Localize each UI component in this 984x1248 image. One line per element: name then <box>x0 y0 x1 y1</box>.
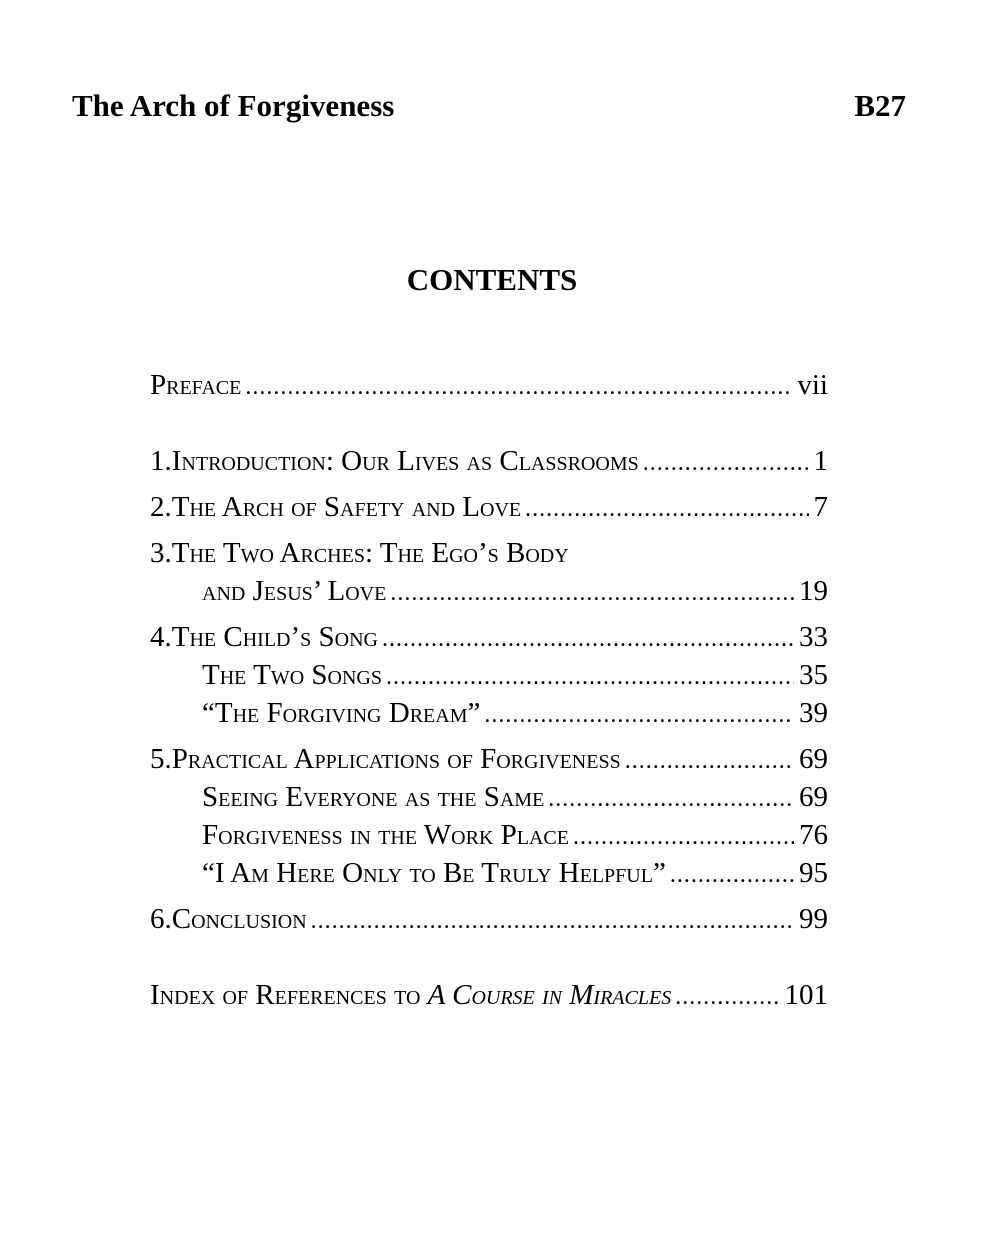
toc-entry-index <box>150 976 828 1014</box>
dot-leader <box>675 978 779 1016</box>
toc-entry-chapter-4 <box>150 618 828 656</box>
dot-leader <box>525 490 808 528</box>
toc-page-number: 69 <box>799 743 828 775</box>
toc-section <box>150 778 828 816</box>
dot-leader <box>390 574 794 612</box>
toc-page-number: 69 <box>799 781 828 813</box>
index-label-prefix: Index of References to <box>150 979 428 1011</box>
toc-entry-chapter-3 <box>150 534 828 572</box>
dot-leader <box>382 620 794 658</box>
dot-leader <box>548 780 794 818</box>
toc-page-number: vii <box>797 369 828 401</box>
toc-page-number: 101 <box>784 979 828 1011</box>
toc-label: Seeing Everyone as the Same <box>202 781 545 813</box>
toc-label: Introduction: Our Lives as Classrooms <box>171 445 639 477</box>
toc-label: Preface <box>150 369 242 401</box>
table-of-contents <box>150 366 828 1014</box>
toc-label: Practical Applications of Forgiveness <box>171 743 621 775</box>
chapter-number: 2. <box>150 491 172 523</box>
toc-page-number: 99 <box>799 903 828 935</box>
book-code: B27 <box>854 88 906 123</box>
dot-leader <box>625 742 794 780</box>
toc-label: The Child’s Song <box>171 621 378 653</box>
toc-label: Conclusion <box>171 903 307 935</box>
toc-page-number: 76 <box>799 819 828 851</box>
toc-label: Forgiveness in the Work Place <box>202 819 569 851</box>
toc-page-number: 19 <box>799 575 828 607</box>
toc-label: The Two Arches: The Ego’s Body <box>171 537 569 569</box>
toc-section <box>150 656 828 694</box>
index-label-book-title: A Course in Miracles <box>427 979 672 1011</box>
toc-section <box>150 816 828 854</box>
toc-label <box>150 976 671 1014</box>
toc-page-number: 1 <box>813 445 828 477</box>
dot-leader <box>484 696 794 734</box>
dot-leader <box>386 658 794 696</box>
toc-entry-chapter-3-continued <box>150 572 828 610</box>
toc-page-number: 95 <box>799 857 828 889</box>
toc-page-number: 35 <box>799 659 828 691</box>
toc-label: and Jesus’ Love <box>202 575 387 607</box>
toc-label: “The Forgiving Dream” <box>202 697 481 729</box>
toc-entry-chapter-6 <box>150 900 828 938</box>
chapter-number: 5. <box>150 743 172 775</box>
dot-leader <box>643 444 809 482</box>
toc-section <box>150 854 828 892</box>
toc-section <box>150 694 828 732</box>
dot-leader <box>573 818 794 856</box>
chapter-number: 1. <box>150 445 172 477</box>
chapter-number: 6. <box>150 903 172 935</box>
toc-label: “I Am Here Only to Be Truly Helpful” <box>202 857 666 889</box>
toc-page-number: 39 <box>799 697 828 729</box>
toc-entry-chapter-5 <box>150 740 828 778</box>
toc-entry-preface <box>150 366 828 404</box>
chapter-number: 3. <box>150 537 172 569</box>
chapter-number: 4. <box>150 621 172 653</box>
toc-entry-chapter-2 <box>150 488 828 526</box>
dot-leader <box>670 856 794 894</box>
toc-page-number: 33 <box>799 621 828 653</box>
toc-label: The Two Songs <box>202 659 382 691</box>
toc-label: The Arch of Safety and Love <box>171 491 522 523</box>
contents-heading: CONTENTS <box>406 262 578 297</box>
page-header <box>72 88 906 124</box>
dot-leader <box>245 368 792 406</box>
dot-leader <box>311 902 794 940</box>
toc-entry-chapter-1 <box>150 442 828 480</box>
toc-page-number: 7 <box>813 491 828 523</box>
book-title: The Arch of Forgiveness <box>72 88 395 123</box>
